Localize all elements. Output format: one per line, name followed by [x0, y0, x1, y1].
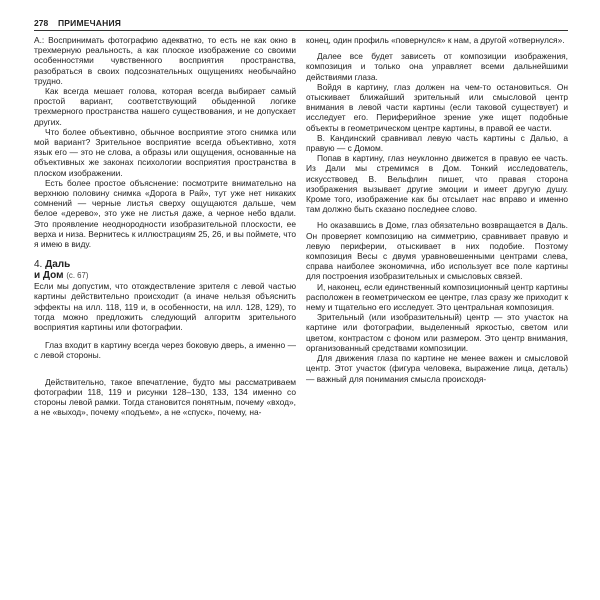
page-number: 278: [34, 18, 49, 28]
left-column: [34, 35, 296, 418]
paragraph: Действительно, такое впечатление, будто мы рассматриваем фотографии 118, 119 и рисунки 128–130, 133, 134 именно со стороны левой рамки. Тогда становится понятным, почему «вход», а не «выход», почему «подъем», а не «спуск», почему, на-: [34, 376, 296, 418]
note-number: 4.: [34, 259, 43, 271]
running-header: [34, 18, 568, 31]
paragraph: Как всегда мешает голова, которая всегда выбирает самый простой вариант, соответствующий обыденной логике трехмерного пространства нашего существования, и не допускает других.: [34, 86, 296, 127]
section-title: ПРИМЕЧАНИЯ: [58, 18, 122, 28]
paragraph: Войдя в картину, глаз должен на чем-то остановиться. Он отыскивает ближайший зрительный или смысловой центр внимания в левой части картины (если таковой существует) и исследует его. Периферийное зрение уже ищет подобные объекты в геометрическом центре картины, в правой ее части.: [306, 81, 568, 133]
paragraph: Если мы допустим, что отождествление зрителя с левой частью картины действительно происходит (а иначе нельзя объяснить эффекты на илл. 118, 119 и, в особенности, на илл. 128, 129), то тогда можно предложить следующий алгоритм зрительного восприятия картины или фотографии.: [34, 281, 296, 333]
book-page: [34, 18, 568, 588]
paragraph: Попав в картину, глаз неуклонно движется в правую ее часть. Из Дали мы стремимся в Дом. Тонкий исследователь, искусствовед В. Вельфлин пишет, что правая сторона изображения вызывает другие эмоции и имеет другую душу. Кроме того, изображение как бы отсылает нас вправо и именно там должно быть сказано последнее слово.: [306, 153, 568, 215]
paragraph: Но оказавшись в Доме, глаз обязательно возвращается в Даль. Он проверяет композицию на симметрию, сравнивает правую и левую периферии, отыскивает в них подобие. Поэтому композиция Весы с двумя уравновешенными центрами слева, справа наиболее экономична, ибо использует все поле картины для построения изобразительных и смысловых связей.: [306, 220, 568, 282]
paragraph: А.: Воспринимать фотографию адекватно, то есть не как окно в трехмерную реальность, а как плоское изображение со своими особенностями чувственного восприятия пространства, разобраться в своих подсознательных ощущениях необычайно трудно.: [34, 35, 296, 86]
note-title-line1: Даль: [45, 259, 71, 271]
note-page-ref: (с. 67): [66, 271, 89, 281]
paragraph: Что более объективно, обычное восприятие этого снимка или мой вариант? Зрительное восприятие всегда объективно, хотя язык его — это не слова, а образы или ощущения, основанные на объективных же законах психологии восприятия пространства в плоском изображении.: [34, 126, 296, 178]
note-title-line2: и Дом: [34, 270, 64, 282]
paragraph: Для движения глаза по картине не менее важен и смысловой центр. Этот участок (фигура человека, выражение лица, деталь) — важный для понимания смысла происходя-: [306, 353, 568, 384]
paragraph: Зрительный (или изобразительный) центр — это участок на картине или фотографии, выделенный яркостью, светом или цветом, контрастом с фоном или размером. Это центр внимания, организованный средствами композиции.: [306, 312, 568, 353]
right-column: [306, 35, 568, 384]
paragraph: Глаз входит в картину всегда через боковую дверь, а именно — с левой стороны.: [34, 340, 296, 361]
note-heading: [34, 259, 296, 281]
paragraph: Есть более простое объяснение: посмотрите внимательно на верхнюю половину снимка «Дорога в Рай», тут уже нет никаких сомнений — черные листья сверху ощущаются дальше, чем белое «дерево», это уже не листья даже, а черное небо вдали. Это проявление неоднородности изобразительной плоскости, ее верха и низа. Вернитесь к иллюстрациям 25, 26, и вы поймете, что я имею в виду.: [34, 177, 296, 250]
paragraph: Далее все будет зависеть от композиции изображения, композиция и только она управляет всеми дальнейшими действиями глаза.: [306, 51, 568, 82]
paragraph: И, наконец, если единственный композиционный центр картины расположен в геометрическом ее центре, глаз сразу же приходит к нему и тщательно его исследует. Это центральная композиция.: [306, 281, 568, 313]
paragraph: В. Кандинский сравнивал левую часть картины с Далью, а правую — с Домом.: [306, 132, 568, 154]
paragraph: конец, один профиль «повернулся» к нам, а другой «отвернулся».: [306, 35, 565, 45]
